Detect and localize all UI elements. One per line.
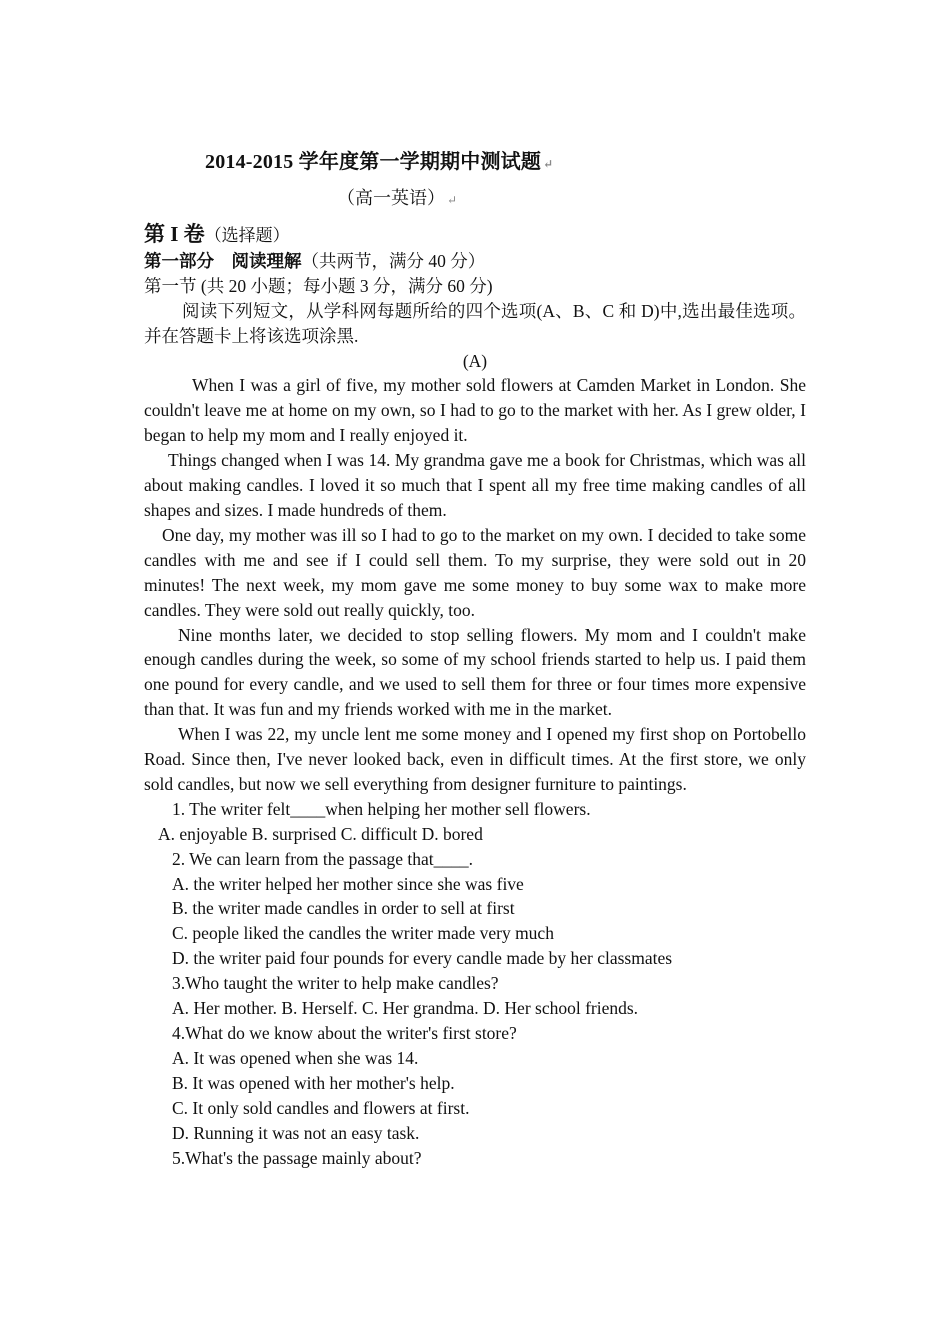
question-4: 4.What do we know about the writer's first store? (172, 1023, 517, 1043)
paragraph-mark-icon: ↵ (543, 157, 554, 171)
part-note: （共两节，满分 40 分） (301, 250, 486, 271)
question-2-option-b: B. the writer made candles in order to sell at first (172, 898, 515, 919)
passage-paragraph-1: When I was a girl of five, my mother sold flowers at Camden Market in London. She couldn't leave me at home on my own, so I had to go to the market with her. As I grew older, I began to help my mom and I really enjoyed it. (144, 375, 806, 446)
passage-label: (A) (462, 350, 488, 371)
document-body (144, 222, 806, 1170)
question-4-option-d: D. Running it was not an easy task. (172, 1122, 420, 1143)
passage-paragraph-4: Nine months later, we decided to stop selling flowers. My mom and I couldn't make enough candles during the week, so some of my school friends started to help us. I paid them one pound for every candle, and we used to sell them for three or four times more expensive than that. It was fun and my friends worked with me in the market. (144, 624, 806, 720)
exam-title (205, 145, 553, 174)
question-2-option-c: C. people liked the candles the writer made very much (172, 923, 554, 944)
volume-label: 第 I 卷 (144, 222, 205, 246)
exam-subtitle (337, 184, 457, 210)
instructions: 阅读下列短文，从学科网每题所给的四个选项(A、B、C 和 D)中,选出最佳选项。并在答题卡上将该选项涂黑. (144, 300, 806, 346)
passage-paragraph-2: Things changed when I was 14. My grandma gave me a book for Christmas, which was all about making candles. I loved it so much that I spent all my free time making candles of all shapes and sizes. I made hundreds of them. (144, 450, 806, 520)
volume-heading (144, 222, 806, 249)
volume-note: （选择题） (204, 226, 290, 245)
exam-subtitle-text: （高一英语） (337, 188, 445, 208)
passage-paragraph-3: One day, my mother was ill so I had to go to the market on my own. I decided to take some candles with me and see if I could sell them. To my surprise, they were sold out in 20 minutes! The next week, my mom gave me some money to buy some wax to make more candles. They were sold out really quickly, too. (144, 524, 806, 620)
question-5: 5.What's the passage mainly about? (172, 1147, 422, 1168)
part-heading (144, 249, 806, 274)
exam-title-text: 2014-2015 学年度第一学期期中测试题 (205, 151, 542, 173)
question-1-options: A. enjoyable B. surprised C. difficult D. bored (158, 823, 483, 844)
question-1: 1. The writer felt____when helping her mother sell flowers. (172, 798, 591, 819)
question-2-option-d: D. the writer paid four pounds for every candle made by her classmates (172, 948, 673, 969)
question-4-option-c: C. It only sold candles and flowers at first. (172, 1097, 470, 1118)
paragraph-mark-icon: ↵ (447, 193, 458, 207)
question-4-option-b: B. It was opened with her mother's help. (172, 1072, 455, 1093)
passage-paragraph-5: When I was 22, my uncle lent me some money and I opened my first shop on Portobello Road. Since then, I've never looked back, even in difficult times. At the first store, we only sold candles, but now we sell everything from designer furniture to paintings. (144, 724, 806, 794)
question-2-option-a: A. the writer helped her mother since she was five (172, 873, 524, 894)
part-label: 第一部分 阅读理解 (144, 250, 302, 271)
question-2: 2. We can learn from the passage that____. (172, 848, 474, 869)
question-3: 3.Who taught the writer to help make candles? (172, 973, 499, 994)
question-3-options: A. Her mother. B. Herself. C. Her grandma. D. Her school friends. (172, 998, 639, 1019)
subsection-heading: 第一节 (共 20 小题；每小题 3 分，满分 60 分) (144, 275, 493, 296)
question-4-option-a: A. It was opened when she was 14. (172, 1047, 419, 1068)
